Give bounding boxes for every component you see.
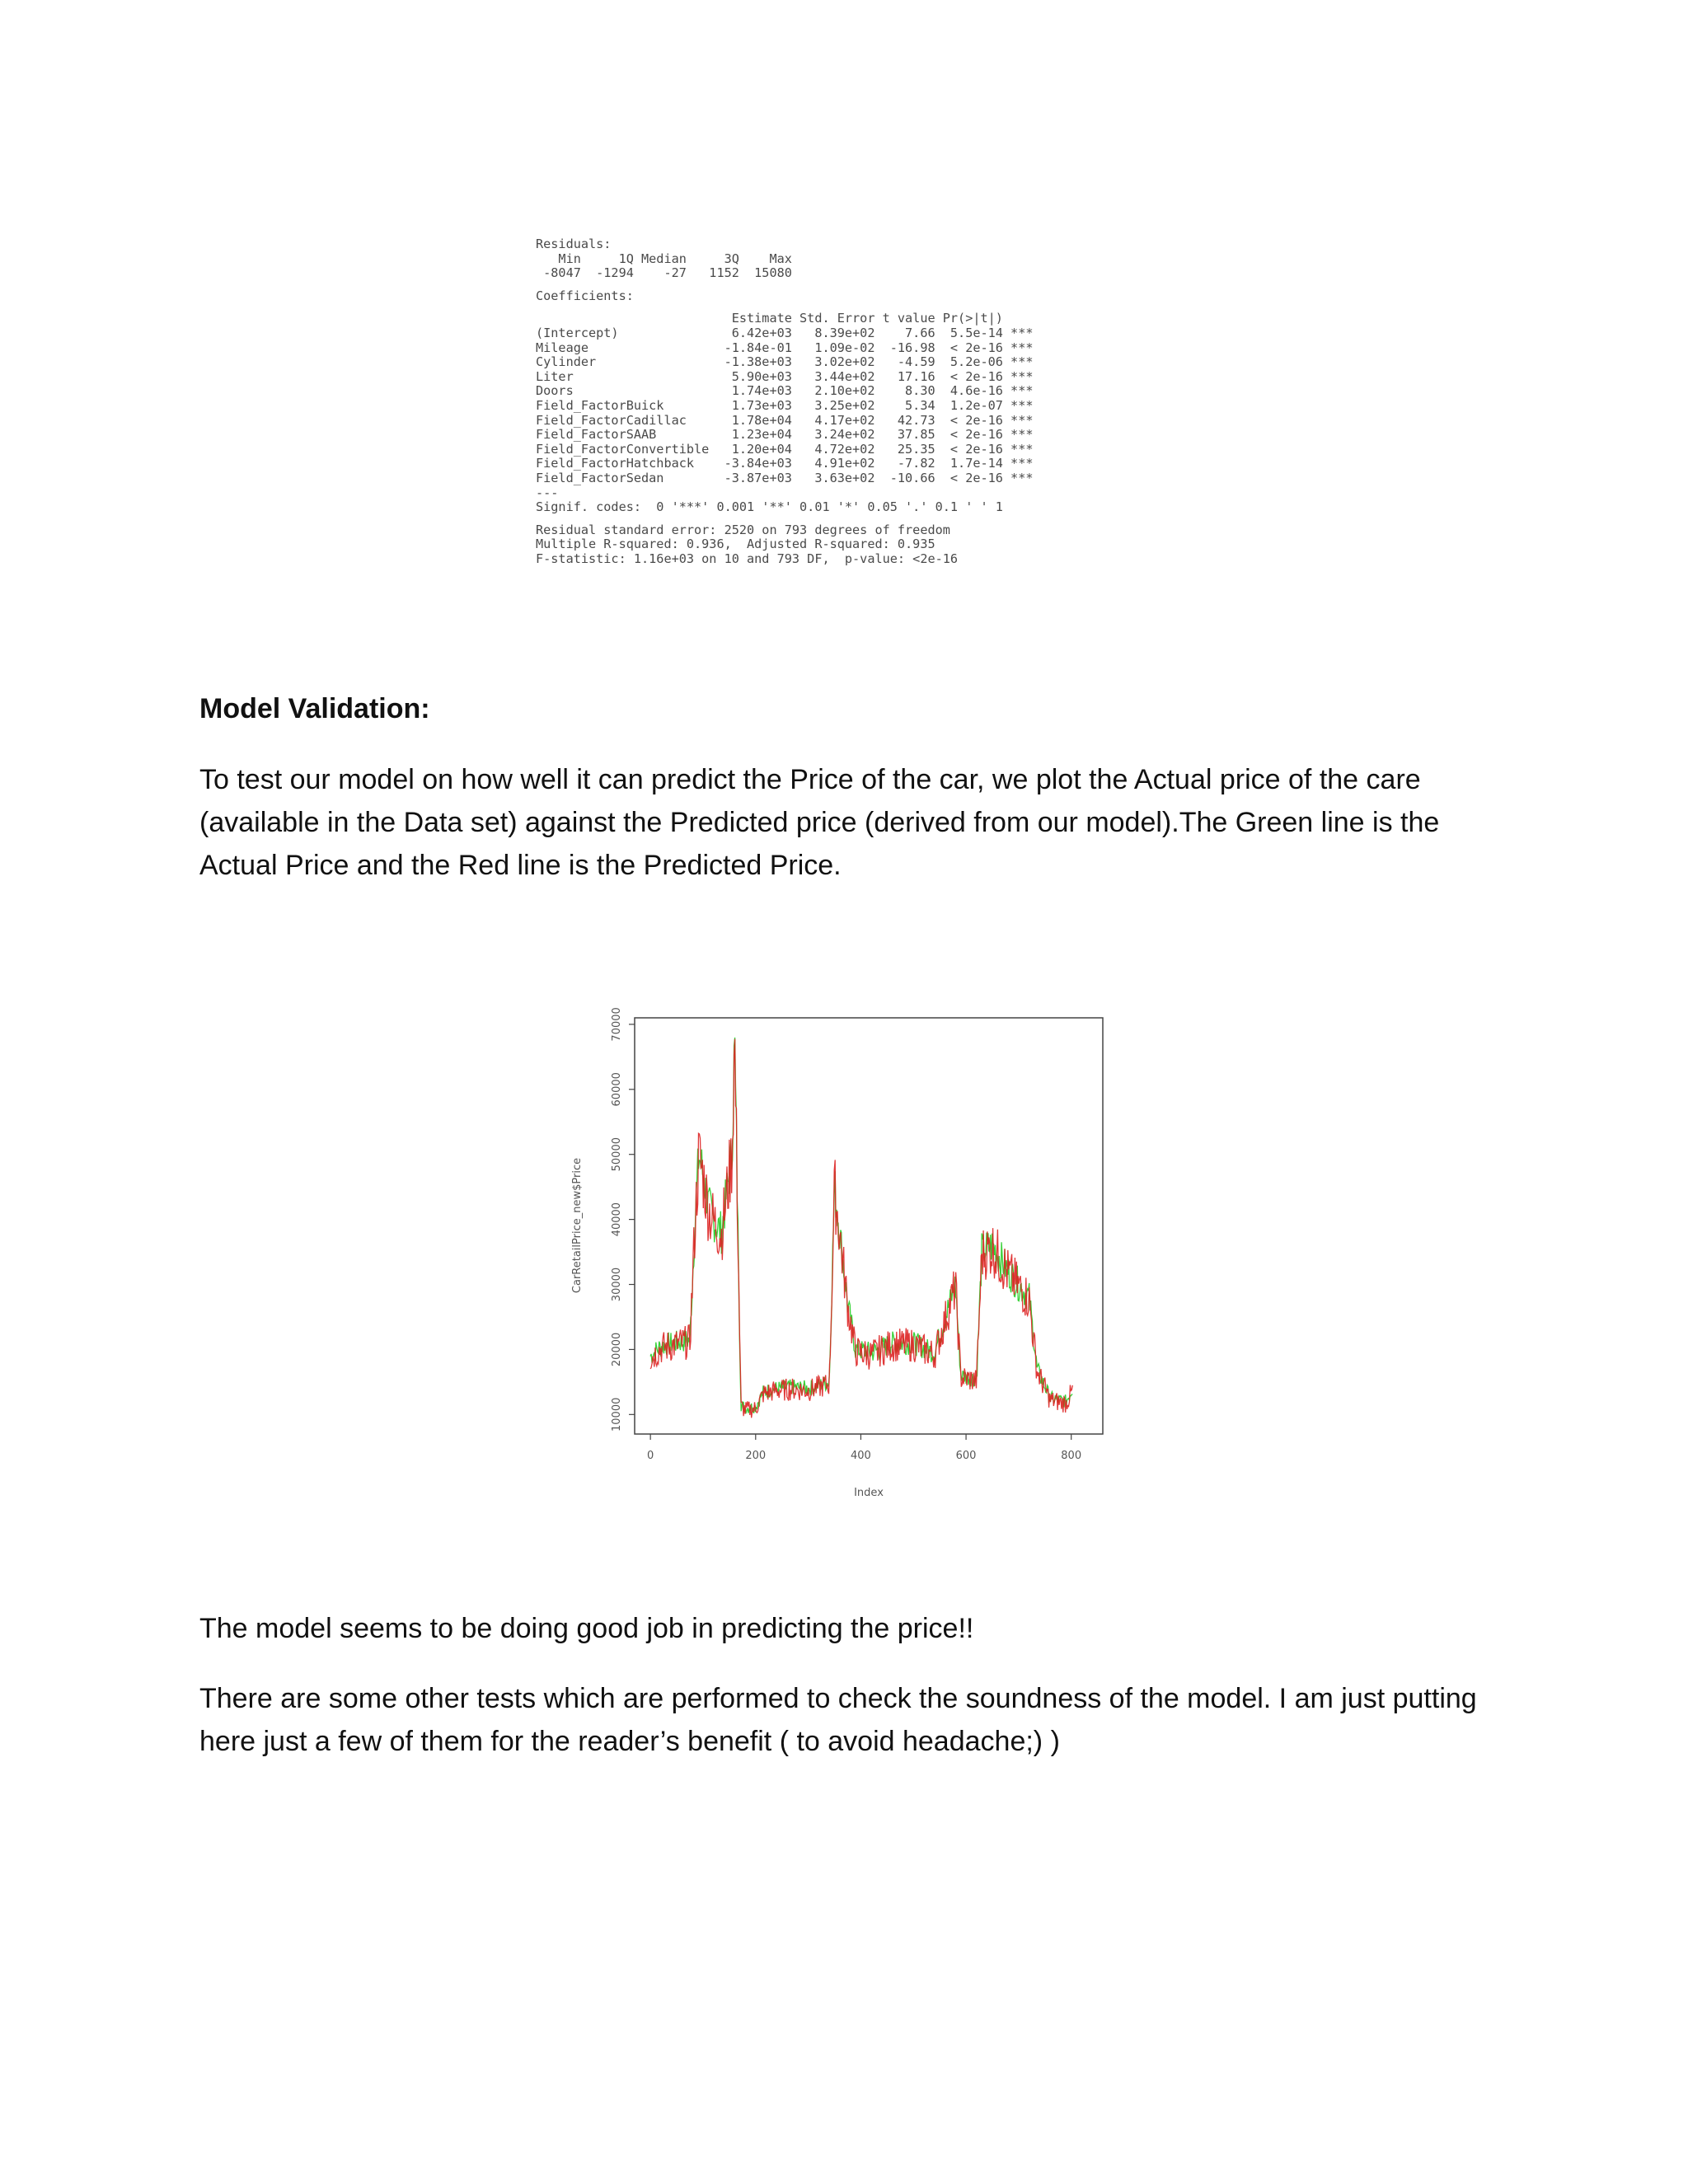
plot-frame	[635, 1018, 1103, 1434]
y-tick-label: 60000	[611, 1072, 623, 1107]
y-axis-label: CarRetailPrice_new$Price	[571, 1157, 584, 1294]
series-actual-price-line	[650, 1038, 1072, 1413]
regression-summary	[536, 237, 1113, 566]
x-tick-label: 800	[1061, 1450, 1082, 1462]
coef-row: (Intercept) 6.42e+03 8.39e+02 7.66 5.5e-14 ***	[536, 325, 1034, 340]
coef-row: Field_FactorBuick 1.73e+03 3.25e+02 5.34 1.2e-07 ***	[536, 397, 1034, 413]
y-tick-label: 10000	[611, 1397, 623, 1432]
actual-vs-predicted-chart	[560, 1005, 1113, 1516]
coef-row: Field_FactorSAAB 1.23e+04 3.24e+02 37.85 < 2e-16 ***	[536, 427, 1034, 443]
x-tick-label: 200	[745, 1450, 767, 1462]
coef-row: Mileage -1.84e-01 1.09e-02 -16.98 < 2e-16 ***	[536, 340, 1034, 355]
coef-row: Doors 1.74e+03 2.10e+02 8.30 4.6e-16 ***	[536, 383, 1034, 399]
coefficients-title: Coefficients:	[536, 288, 634, 303]
coef-row: Cylinder -1.38e+03 3.02e+02 -4.59 5.2e-06 ***	[536, 354, 1034, 370]
y-tick-label: 30000	[611, 1267, 623, 1302]
paragraph-result: The model seems to be doing good job in predicting the price!!	[199, 1613, 974, 1644]
separator: ---	[536, 485, 559, 500]
residuals-title: Residuals:	[536, 237, 612, 251]
coef-row: Liter 5.90e+03 3.44e+02 17.16 < 2e-16 ***	[536, 368, 1034, 384]
f-statistic: F-statistic: 1.16e+03 on 10 and 793 DF, p-value: <2e-16	[536, 551, 959, 566]
coef-row: Field_FactorCadillac 1.78e+04 4.17e+02 42.73 < 2e-16 ***	[536, 412, 1034, 428]
section-heading: Model Validation:	[199, 693, 430, 724]
residual-standard-error: Residual standard error: 2520 on 793 degrees of freedom	[536, 522, 950, 537]
paragraph-tests: There are some other tests which are performed to check the soundness of the model. I am just putting here just a few of them for the reader’s benefit ( to avoid headache;) )	[199, 1683, 1477, 1757]
coefficients-header: Estimate Std. Error t value Pr(>|t|)	[536, 311, 1003, 326]
y-tick-label: 20000	[611, 1332, 623, 1367]
paragraph-intro: To test our model on how well it can predict the Price of the car, we plot the Actual price of the care (available in the Data set) against the Predicted price (derived from our model).The Green line is the Actual Price and the Red line is the Predicted Price.	[199, 764, 1440, 881]
coef-row: Field_FactorHatchback -3.84e+03 4.91e+02 -7.82 1.7e-14 ***	[536, 456, 1034, 471]
coef-row: Field_FactorConvertible 1.20e+04 4.72e+02 25.35 < 2e-16 ***	[536, 441, 1034, 457]
residuals-values: -8047 -1294 -27 1152 15080	[536, 265, 792, 281]
coef-row: Field_FactorSedan -3.87e+03 3.63e+02 -10.66 < 2e-16 ***	[536, 470, 1034, 485]
y-tick-label: 50000	[611, 1137, 623, 1172]
signif-codes: Signif. codes: 0 '***' 0.001 '**' 0.01 '*' 0.05 '.' 0.1 ' ' 1	[536, 499, 1003, 515]
x-tick-label: 600	[955, 1450, 977, 1462]
x-tick-label: 0	[647, 1450, 654, 1462]
x-tick-label: 400	[851, 1450, 871, 1462]
residuals-header: Min 1Q Median 3Q Max	[536, 251, 792, 266]
x-axis-label: Index	[854, 1487, 884, 1499]
y-tick-label: 40000	[611, 1202, 623, 1237]
r-squared: Multiple R-squared: 0.936, Adjusted R-squared: 0.935	[536, 537, 935, 552]
y-tick-label: 70000	[611, 1007, 623, 1042]
